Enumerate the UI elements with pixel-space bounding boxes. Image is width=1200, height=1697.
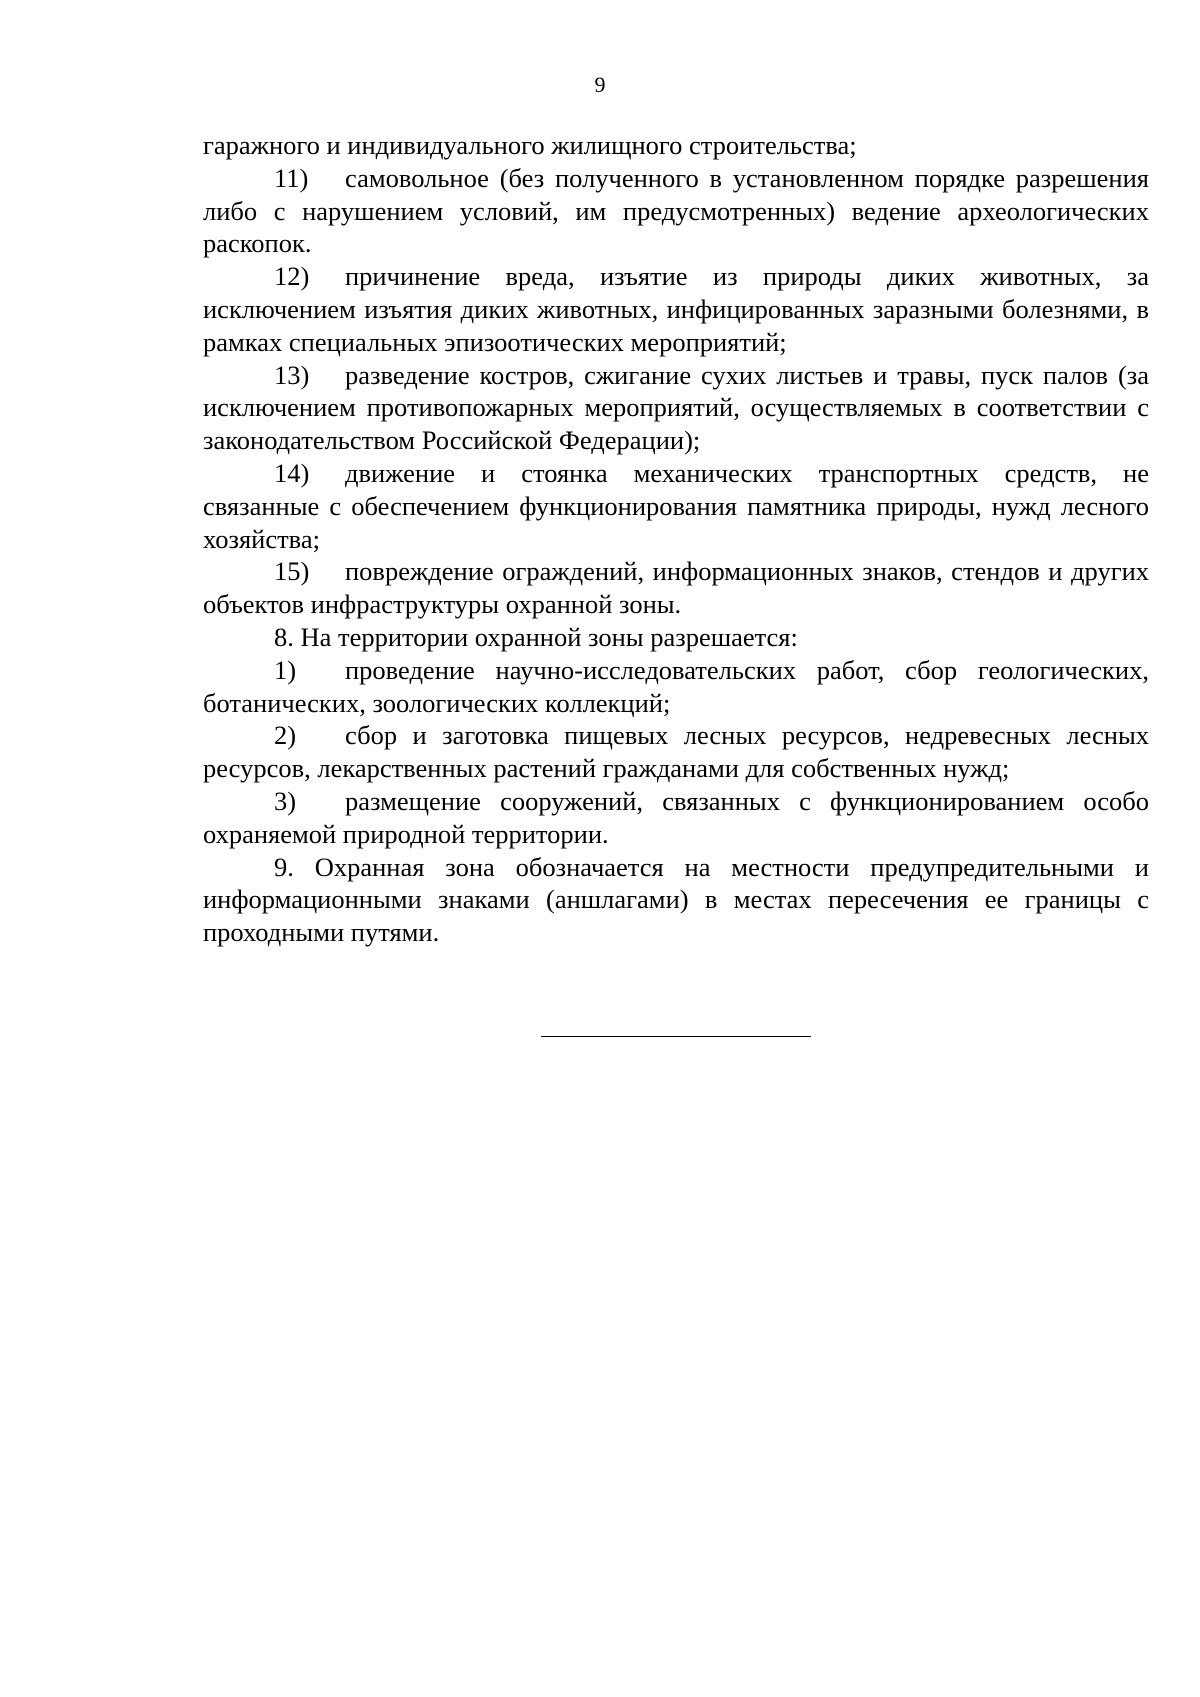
item-text: самовольное (без полученного в установленном порядке разрешения либо с нарушением условий, им предусмотренных) ведение археологических раскопок. (203, 162, 1149, 259)
prohibited-item-15 (203, 555, 1149, 621)
item-text: размещение сооружений, связанных с функционированием особо охраняемой природной территории. (203, 785, 1149, 849)
prohibited-item-13 (203, 359, 1149, 457)
item-number: 14) (274, 457, 310, 488)
prohibited-item-12 (203, 260, 1149, 358)
permitted-item-2 (203, 719, 1149, 785)
permitted-item-3 (203, 785, 1149, 851)
item-number: 13) (274, 359, 310, 390)
item-number: 2) (274, 720, 297, 751)
item-number: 12) (274, 261, 310, 292)
item-text: повреждение ограждений, информационных знаков, стендов и других объектов инфраструктуры охранной зоны. (203, 556, 1149, 620)
document-body (203, 129, 1149, 949)
section-9-paragraph: 9. Охранная зона обозначается на местности предупредительными и информационными знаками (аншлагами) в местах пересечения ее границы с проходными путями. (203, 851, 1149, 948)
intro-line: гаражного и индивидуального жилищного строительства; (203, 130, 857, 160)
item-number: 1) (274, 654, 297, 685)
section-8-heading: 8. На территории охранной зоны разрешается: (274, 621, 798, 652)
item-number: 15) (274, 556, 310, 587)
item-number: 11) (274, 162, 309, 193)
item-text: разведение костров, сжигание сухих листьев и травы, пуск палов (за исключением противопожарных мероприятий, осуществляемых в соответствии с законодательством Российской Федерации); (203, 359, 1149, 456)
item-text: причинение вреда, изъятие из природы диких животных, за исключением изъятия диких животных, инфицированных заразными болезнями, в рамках специальных эпизоотических мероприятий; (203, 261, 1149, 357)
end-divider-line (541, 1036, 811, 1037)
item-text: сбор и заготовка пищевых лесных ресурсов, недревесных лесных ресурсов, лекарственных растений гражданами для собственных нужд; (203, 720, 1149, 784)
prohibited-item-11 (203, 162, 1149, 260)
page-number: 9 (594, 72, 606, 97)
item-text: движение и стоянка механических транспортных средств, не связанные с обеспечением функционирования памятника природы, нужд лесного хозяйства; (203, 457, 1149, 554)
prohibited-item-14 (203, 457, 1149, 555)
item-number: 3) (274, 785, 297, 816)
item-text: проведение научно-исследовательских работ, сбор геологических, ботанических, зоологических коллекций; (203, 654, 1149, 718)
permitted-item-1 (203, 654, 1149, 720)
